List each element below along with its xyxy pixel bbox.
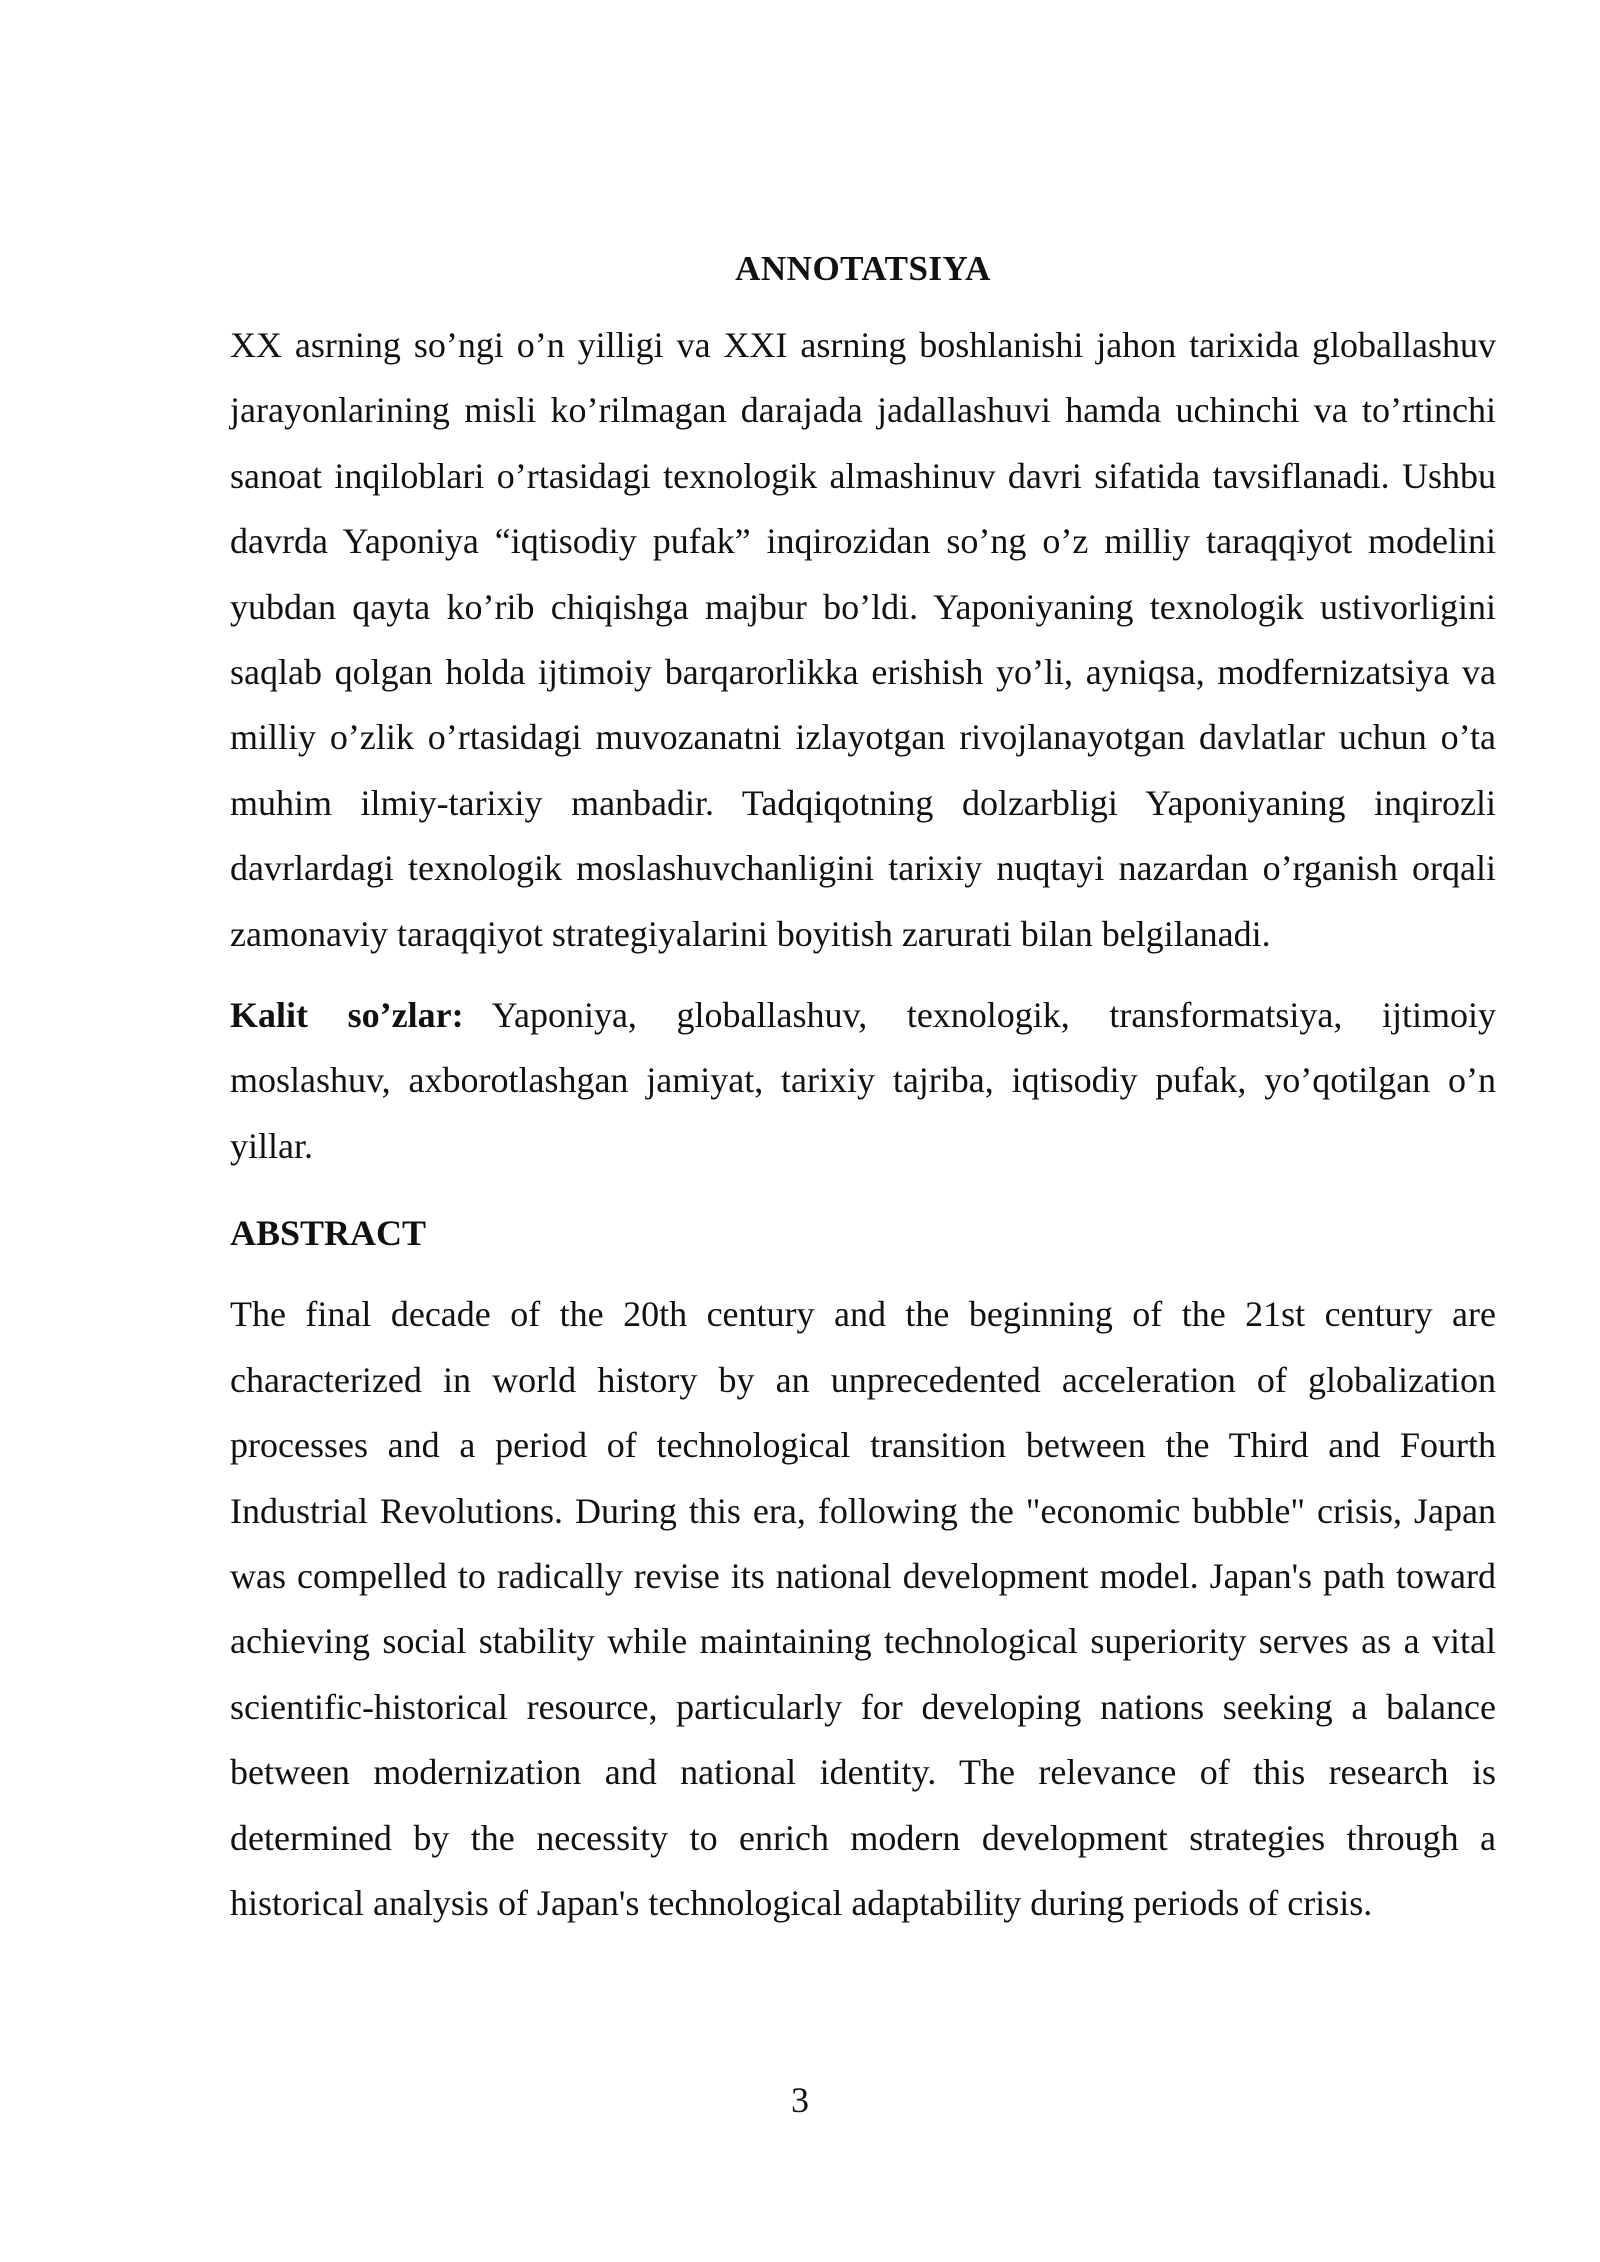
keywords-paragraph bbox=[230, 983, 1496, 1179]
abstract-paragraph: The final decade of the 20th century and the beginning of the 21st century are characterized in world history by an unprecedented acceleration of globalization processes and a period of technological transition between the Third and Fourth Industrial Revolutions. During this era, following the "economic bubble" crisis, Japan was compelled to radically revise its national development model. Japan's path toward achieving social stability while maintaining technological superiority serves as a vital scientific-historical resource, particularly for developing nations seeking a balance between modernization and national identity. The relevance of this research is determined by the necessity to enrich modern development strategies through a historical analysis of Japan's technological adaptability during periods of crisis. bbox=[230, 1294, 1496, 1923]
annotation-heading: ANNOTATSIYA bbox=[735, 249, 991, 288]
keywords-list: Yaponiya, globallashuv, texnologik, transformatsiya, ijtimoiy moslashuv, axborotlashgan jamiyat, tarixiy tajriba, iqtisodiy pufak, yo’qotilgan o’n yillar. bbox=[230, 995, 1496, 1166]
keywords-label: Kalit so’zlar: bbox=[230, 995, 464, 1036]
annotation-paragraph: XX asrning so’ngi o’n yilligi va XXI asrning boshlanishi jahon tarixida globallashuv jarayonlarining misli ko’rilmagan darajada jadallashuvi hamda uchinchi va to’rtinchi sanoat inqiloblari o’rtasidagi texnologik almashinuv davri sifatida tavsiflanadi. Ushbu davrda Yaponiya “iqtisodiy pufak” inqirozidan so’ng o’z milliy taraqqiyot modelini yubdan qayta ko’rib chiqishga majbur bo’ldi. Yaponiyaning texnologik ustivorligini saqlab qolgan holda ijtimoiy barqarorlikka erishish yo’li, ayniqsa, modfernizatsiya va milliy o’zlik o’rtasidagi muvozanatni izlayotgan rivojlanayotgan davlatlar uchun o’ta muhim ilmiy-tarixiy manbadir. Tadqiqotning dolzarbligi Yaponiyaning inqirozli davrlardagi texnologik moslashuvchanligini tarixiy nuqtayi nazardan o’rganish orqali zamonaviy taraqqiyot strategiyalarini boyitish zarurati bilan belgilanadi. bbox=[230, 325, 1496, 954]
abstract-heading: ABSTRACT bbox=[230, 1213, 427, 1254]
page-content bbox=[230, 236, 1496, 1936]
page-number: 3 bbox=[791, 2080, 809, 2120]
